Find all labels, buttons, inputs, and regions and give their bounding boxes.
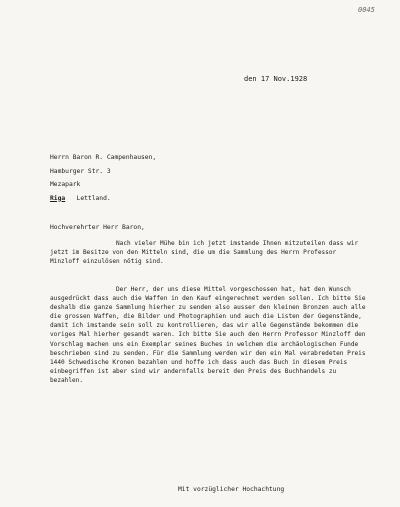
address-line: Mezapark xyxy=(50,181,81,188)
archive-reference: 0045 xyxy=(358,6,375,14)
address-country: Lettland. xyxy=(76,194,111,202)
paragraph-1: Nach vieler Mühe bin ich jetzt imstande Ihnen mitzuteilen dass wir jetzt im Besitze von den Mitteln sind, die um die Sammlung des Herrn Professor Minzloff einzulösen nötig sind. xyxy=(50,240,359,266)
recipient-address xyxy=(50,151,156,205)
closing: Mit vorzüglicher Hochachtung xyxy=(178,486,285,493)
address-line: Hamburger Str. 3 xyxy=(50,167,111,175)
letter-date: den 17 Nov.1928 xyxy=(244,75,308,83)
address-city-line xyxy=(50,192,156,206)
paragraph-2: Der Herr, der uns diese Mittel vorgeschossen hat, hat den Wunsch ausgedrückt dass auch die Waffen in den Kauf eingerechnet werden sollen. Ich bitte Sie deshalb die ganze Sammlung hierher zu senden also ausser den kleinen Bronzen auch alle die grossen Waffen, die Bilder und Photographien und auch die Listen der Gegenstände, damit ich imstande sein soll zu kontrollieren, das wir alle Gegenstände bekommen die voriges Mal hierher gesandt waren. Ich bitte Sie auch den Herrn Professor Minzloff den Vorschlag machen uns ein Exemplar seines Buches in welchem die archäologischen Funde beschrieben sind zu senden. Für die Sammlung werden wir den ein Mal verabredeten Preis 1440 Schwedische Kronen bezahlen und hoffe ich dass auch das Buch in diesem Preis einbegriffen ist aber sind wir andernfalls bereit den Preis des Buchhandels zu bezahlen. xyxy=(50,286,366,384)
address-line: Herrn Baron R. Campenhausen, xyxy=(50,154,157,161)
salutation: Hochverehrter Herr Baron, xyxy=(50,224,145,231)
address-city: Riga xyxy=(50,194,66,202)
